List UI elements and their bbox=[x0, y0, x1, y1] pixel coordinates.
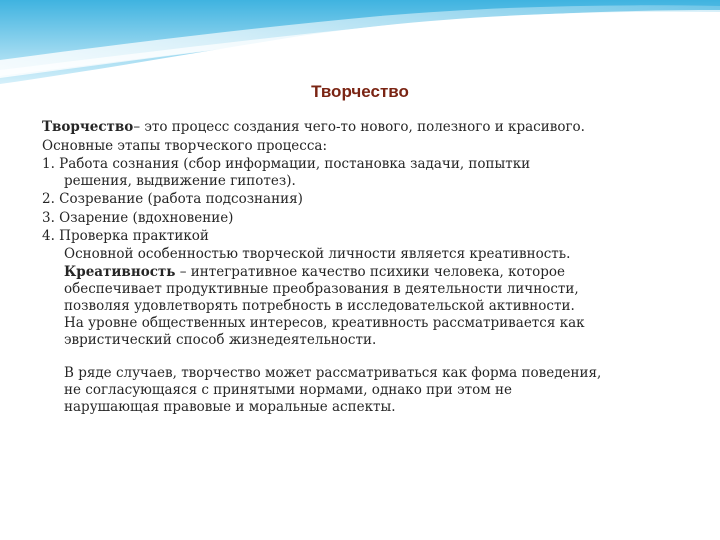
definition-text: – это процесс создания чего-то нового, полезного и красивого. bbox=[133, 119, 585, 135]
slide-title: Творчество bbox=[311, 82, 409, 101]
paragraph-1-line-4: позволяя удовлетворять потребность в исследовательской активности. bbox=[64, 298, 575, 314]
definition-term: Творчество bbox=[42, 119, 134, 135]
stages-intro: Основные этапы творческого процесса: bbox=[42, 138, 328, 154]
paragraph-3-line-1: В ряде случаев, творчество может рассматриваться как форма поведения, bbox=[64, 365, 602, 381]
stage-1-line-1: 1. Работа сознания (сбор информации, постановка задачи, попытки bbox=[42, 156, 531, 172]
paragraph-3-line-3: нарушающая правовые и моральные аспекты. bbox=[64, 399, 396, 415]
stage-3: 3. Озарение (вдохновение) bbox=[42, 210, 234, 226]
paragraph-1-line-1: Основной особенностью творческой личности является креативность. bbox=[64, 246, 571, 262]
stage-1-line-2: решения, выдвижение гипотез). bbox=[64, 173, 296, 189]
paragraph-2-line-1: На уровне общественных интересов, креативность рассматривается как bbox=[64, 315, 585, 331]
slide-body bbox=[42, 118, 692, 416]
creativity-term: Креативность bbox=[64, 264, 176, 280]
stage-2: 2. Созревание (работа подсознания) bbox=[42, 191, 303, 207]
paragraph-1-line-2 bbox=[42, 264, 692, 281]
definition-line bbox=[42, 118, 692, 137]
paragraph-2-line-2: эвристический способ жизнедеятельности. bbox=[64, 332, 377, 348]
stage-4: 4. Проверка практикой bbox=[42, 228, 209, 244]
paragraph-1-line-3: обеспечивает продуктивные преобразования в деятельности личности, bbox=[64, 281, 579, 297]
paragraph-1-line-2-text: – интегративное качество психики человека, которое bbox=[175, 264, 566, 280]
paragraph-3-line-2: не согласующаяся с принятыми нормами, однако при этом не bbox=[64, 382, 513, 398]
